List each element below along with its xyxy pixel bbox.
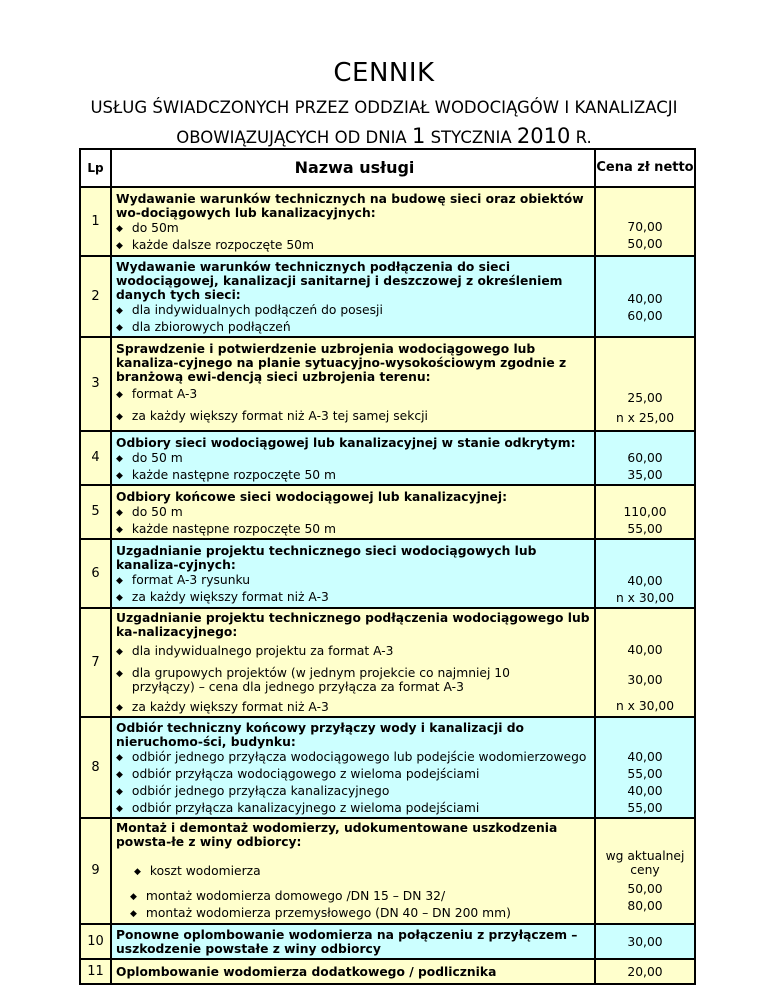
list-item: ◆ za każdy większy format niż A-3 [112,589,594,606]
bullet-icon [130,889,146,903]
row-description [111,608,595,717]
row-price: 30,00 [595,924,695,959]
price-value: 30,00 [627,673,663,687]
price-value: 25,00 [627,391,663,405]
price-value: 60,00 [627,309,663,323]
price-value: 55,00 [627,522,663,536]
list-item: ◆ dla indywidualnego projektu za format A-3 [112,639,594,664]
table-row [80,959,695,984]
price-value: n x 30,00 [615,591,675,605]
table-row [80,717,695,818]
price-value: 40,00 [627,292,663,306]
row-title: Odbiory sieci wodociągowej lub kanalizacyjnej w stanie odkrytym: [116,435,576,450]
table-row [80,187,695,256]
bullet-icon [112,666,132,682]
row-description [111,818,595,924]
list-item: ◆ każde następne rozpoczęte 50 m [112,521,594,538]
row-price [595,337,695,431]
list-item [112,664,594,698]
row-price [595,485,695,539]
price-value: n x 30,00 [615,699,675,713]
table-row [80,608,695,717]
list-item [112,889,594,906]
list-item-text: montaż wodomierza przemysłowego (DN 40 – DN 200 mm) [145,906,511,920]
subtitle-part: OBOWIĄZUJĄCYCH OD DNIA [176,128,412,147]
row-description [111,959,595,984]
row-title: Odbiór techniczny końcowy przyłączy wody i kanalizacji do nieruchomo-ści, budynku: [116,721,524,749]
subtitle-part: STYCZNIA [425,128,517,147]
list-item-text: koszt wodomierza [149,864,261,878]
list-item: ◆ odbiór jednego przyłącza kanalizacyjnego [112,783,594,800]
row-number: 7 [80,608,111,717]
row-description [111,431,595,485]
list-item: ◆ za każdy większy format niż A-3 tej samej sekcji [112,405,594,428]
list-item: ◆ do 50 m [112,504,594,521]
row-description [111,256,595,337]
price-line: ceny [630,863,660,877]
row-description [111,924,595,959]
subtitle-part: R. [570,128,592,147]
row-price [595,818,695,924]
table-row [80,431,695,485]
row-price [595,717,695,818]
list-item: ◆ do 50m [112,220,594,237]
list-item: ◆ dla indywidualnych podłączeń do posesji [112,302,594,319]
subtitle-line-1: USŁUG ŚWIADCZONYCH PRZEZ ODDZIAŁ WODOCIĄGÓW I KANALIZACJI [90,98,678,117]
price-value: 40,00 [627,574,663,588]
row-price [595,539,695,608]
price-line: wg aktualnej [605,849,685,863]
list-item: ◆ dla zbiorowych podłączeń [112,319,594,336]
col-header-lp: Lp [80,149,111,187]
list-item: ◆ odbiór jednego przyłącza wodociągowego lub podejście wodomierzowego [112,749,594,766]
list-item-text: montaż wodomierza domowego /DN 15 – DN 32/ [145,889,446,903]
row-title: Wydawanie warunków technicznych podłączenia do sieci wodociągowej, kanalizacji sanitarnej i deszczowej z określeniem danych tych sieci: [116,260,563,302]
row-number: 11 [80,959,111,984]
table-row [80,539,695,608]
row-number: 8 [80,717,111,818]
row-number: 1 [80,187,111,256]
price-value: 40,00 [627,643,663,657]
price-value: n x 25,00 [615,411,675,425]
list-item: ◆ format A-3 [112,384,594,405]
row-number: 6 [80,539,111,608]
row-price [595,256,695,337]
row-title: Ponowne oplombowanie wodomierza na połączeniu z przyłączem – uszkodzenie powstałe z winy odbiorcy [116,928,578,956]
row-title: Uzgadnianie projektu technicznego podłączenia wodociągowego lub ka-nalizacyjnego: [116,611,590,639]
col-header-name: Nazwa usługi [111,149,595,187]
row-number: 2 [80,256,111,337]
col-header-price: Cena zł netto [595,149,695,187]
list-item: ◆ każde następne rozpoczęte 50 m [112,467,594,484]
price-value: 50,00 [627,882,663,896]
row-title: Sprawdzenie i potwierdzenie uzbrojenia wodociągowego lub kanaliza-cyjnego na planie sytuacyjno-wysokościowym zgodnie z branżową ewi-dencją sieci uzbrojenia terenu: [116,342,567,384]
subtitle-line-2 [0,124,768,148]
row-price: 20,00 [595,959,695,984]
list-item: ◆ do 50 m [112,450,594,467]
price-value: 80,00 [627,899,663,913]
price-value: 35,00 [627,468,663,482]
row-number: 5 [80,485,111,539]
row-title: Uzgadnianie projektu technicznego sieci wodociągowych lub kanaliza-cyjnych: [116,544,537,572]
bullet-icon [134,864,150,878]
document-title: CENNIK [333,58,435,88]
price-table [79,148,696,985]
list-item-text: dla grupowych projektów (w jednym projekcie co najmniej 10 przyłączy) – cena dla jednego przyłącza za format A-3 [131,666,510,694]
bullet-icon [130,906,146,920]
list-item: ◆ format A-3 rysunku [112,572,594,589]
row-title: Wydawanie warunków technicznych na budowę sieci oraz obiektów wo-dociągowych lub kanalizacyjnych: [116,192,584,220]
table-row [80,256,695,337]
price-value: 55,00 [627,801,663,815]
price-value: 55,00 [627,767,663,781]
list-item [112,906,594,923]
subtitle-day: 1 [411,124,426,148]
list-item: ◆ odbiór przyłącza wodociągowego z wieloma podejściami [112,766,594,783]
price-value: 40,00 [627,750,663,764]
row-price [595,608,695,717]
row-price [595,431,695,485]
row-title: Oplombowanie wodomierza dodatkowego / podlicznika [116,965,497,979]
price-value: 50,00 [627,237,663,251]
row-description [111,717,595,818]
list-item: ◆ każde dalsze rozpoczęte 50m [112,237,594,254]
row-number: 4 [80,431,111,485]
price-value: 60,00 [627,451,663,465]
list-item [112,849,594,889]
row-description [111,485,595,539]
list-item: ◆ za każdy większy format niż A-3 [112,698,594,716]
list-item: ◆ odbiór przyłącza kanalizacyjnego z wieloma podejściami [112,800,594,817]
row-price [595,187,695,256]
price-value: 110,00 [623,505,667,519]
row-description [111,187,595,256]
row-title: Odbiory końcowe sieci wodociągowej lub kanalizacyjnej: [116,489,508,504]
table-row [80,818,695,924]
table-row [80,924,695,959]
row-description [111,539,595,608]
price-value: 70,00 [627,220,663,234]
table-row [80,485,695,539]
row-number: 10 [80,924,111,959]
price-value: 40,00 [627,784,663,798]
table-header-row [80,149,695,187]
row-title: Montaż i demontaż wodomierzy, udokumentowane uszkodzenia powsta-łe z winy odbiorcy: [116,821,558,849]
price-value [596,845,694,881]
row-description [111,337,595,431]
row-number: 9 [80,818,111,924]
row-number: 3 [80,337,111,431]
table-row [80,337,695,431]
subtitle-year: 2010 [516,124,571,148]
